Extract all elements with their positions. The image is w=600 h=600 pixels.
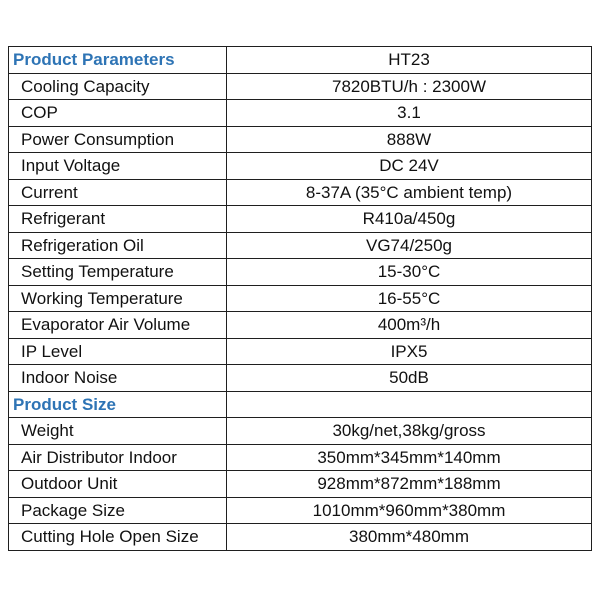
row-label: Power Consumption [9,126,227,153]
row-value: 3.1 [227,100,592,127]
row-label: Indoor Noise [9,365,227,392]
row-label: Cooling Capacity [9,73,227,100]
row-label: Working Temperature [9,285,227,312]
row-label: Outdoor Unit [9,471,227,498]
table-row [9,100,592,127]
row-value: IPX5 [227,338,592,365]
row-label: COP [9,100,227,127]
row-label: Refrigerant [9,206,227,233]
row-value: 1010mm*960mm*380mm [227,497,592,524]
row-value: 888W [227,126,592,153]
table-row [9,524,592,551]
row-label: Setting Temperature [9,259,227,286]
row-label: Evaporator Air Volume [9,312,227,339]
table-row [9,73,592,100]
row-value: 8-37A (35°C ambient temp) [227,179,592,206]
row-label: IP Level [9,338,227,365]
row-value: 16-55°C [227,285,592,312]
table-row [9,471,592,498]
model-value: HT23 [227,47,592,74]
row-label: Input Voltage [9,153,227,180]
row-value: R410a/450g [227,206,592,233]
row-label: Package Size [9,497,227,524]
row-value: 400m³/h [227,312,592,339]
table-row [9,206,592,233]
row-label: Air Distributor Indoor [9,444,227,471]
row-value: VG74/250g [227,232,592,259]
table-row [9,497,592,524]
product-size-header-row [9,391,592,418]
row-label: Cutting Hole Open Size [9,524,227,551]
row-value: 7820BTU/h : 2300W [227,73,592,100]
row-value: 15-30°C [227,259,592,286]
row-label: Refrigeration Oil [9,232,227,259]
spec-table [8,46,592,551]
row-value: DC 24V [227,153,592,180]
row-value: 380mm*480mm [227,524,592,551]
row-label: Current [9,179,227,206]
table-row [9,312,592,339]
product-size-heading-blank [227,391,592,418]
table-row [9,259,592,286]
table-row [9,153,592,180]
product-size-heading: Product Size [9,391,227,418]
table-row [9,444,592,471]
table-row [9,285,592,312]
product-parameters-heading: Product Parameters [9,47,227,74]
row-label: Weight [9,418,227,445]
table-row [9,232,592,259]
table-row [9,126,592,153]
table-row [9,338,592,365]
table-row [9,179,592,206]
table-row [9,418,592,445]
product-parameters-header-row [9,47,592,74]
row-value: 350mm*345mm*140mm [227,444,592,471]
row-value: 50dB [227,365,592,392]
row-value: 30kg/net,38kg/gross [227,418,592,445]
row-value: 928mm*872mm*188mm [227,471,592,498]
table-row [9,365,592,392]
